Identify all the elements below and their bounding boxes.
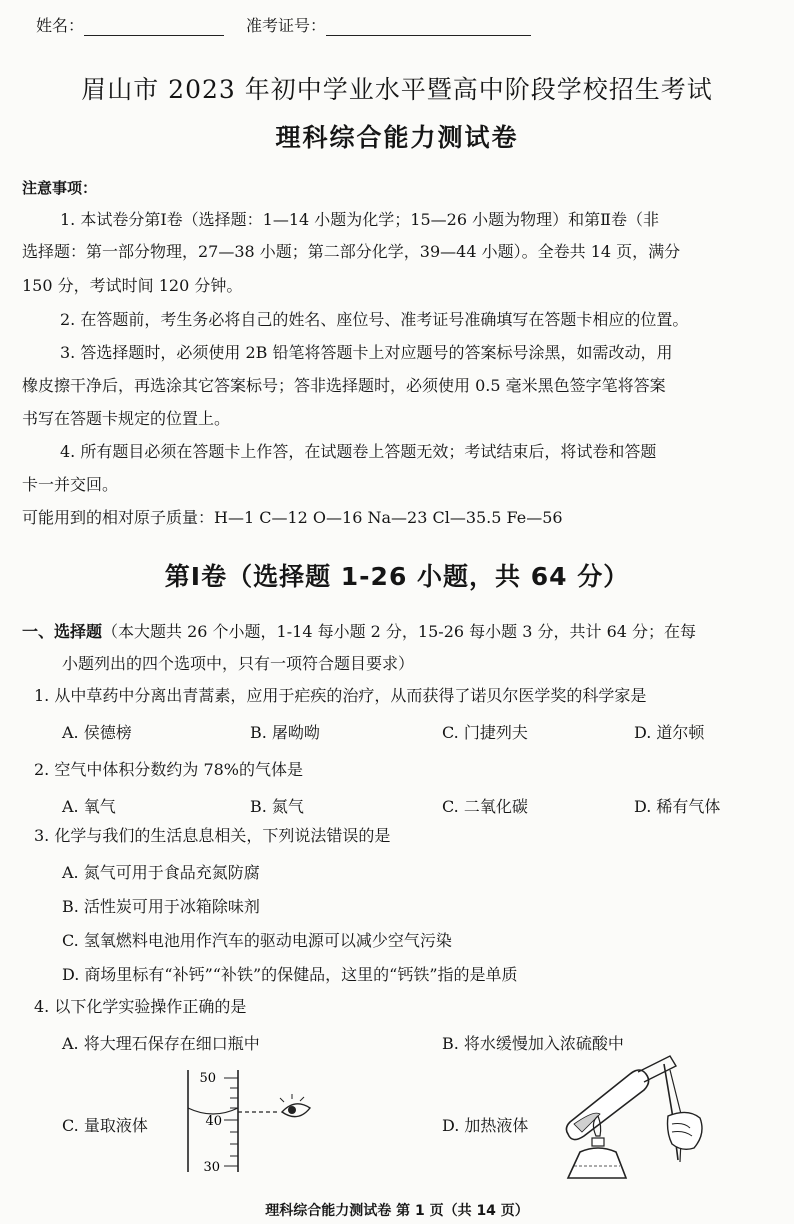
student-name-blank [84, 17, 224, 36]
q4-option-c: C. 量取液体 [62, 1116, 148, 1135]
q2-option-d: D. 稀有气体 [634, 797, 721, 816]
page-footer: 理科综合能力测试卷 第 1 页（共 14 页） [265, 1203, 529, 1219]
notes-heading: 注意事项： [22, 179, 98, 197]
q1-option-a: A. 侯德榜 [62, 723, 132, 742]
q4-option-b: B. 将水缓慢加入浓硫酸中 [442, 1034, 624, 1053]
exam-number-label: 准考证号： [246, 16, 531, 36]
q4-option-a: A. 将大理石保存在细口瓶中 [62, 1034, 260, 1053]
q1-option-b: B. 屠呦呦 [250, 723, 320, 742]
paper-title: 理科综合能力测试卷 [275, 123, 519, 152]
note-line: 2. 在答题前，考生务必将自己的姓名、座位号、准考证号准确填写在答题卡相应的位置。 [60, 310, 689, 329]
question-1-stem: 1. 从中草药中分离出青蒿素，应用于疟疾的治疗，从而获得了诺贝尔医学奖的科学家是 [34, 686, 647, 705]
exam-title: 眉山市 2023 年初中学业水平暨高中阶段学校招生考试 [81, 75, 713, 104]
q3-option-a: A. 氮气可用于食品充氮防腐 [62, 863, 260, 882]
exam-number-blank [326, 17, 531, 36]
q2-option-a: A. 氧气 [62, 797, 116, 816]
section-heading: 第Ⅰ卷（选择题 1-26 小题，共 64 分） [164, 562, 630, 591]
test-tube-icon [566, 1070, 648, 1140]
question-2-stem: 2. 空气中体积分数约为 78%的气体是 [34, 760, 304, 779]
q3-option-c: C. 氢氧燃料电池用作汽车的驱动电源可以减少空气污染 [62, 931, 452, 950]
graduated-cylinder-figure [180, 1068, 320, 1178]
atomic-mass-line: 可能用到的相对原子质量：H—1 C—12 O—16 Na—23 Cl—35.5 Fe—56 [22, 508, 563, 527]
note-line: 卡一并交回。 [22, 475, 119, 494]
note-line: 书写在答题卡规定的位置上。 [22, 409, 231, 428]
note-line: 1. 本试卷分第Ⅰ卷（选择题：1—14 小题为化学；15—26 小题为物理）和第Ⅱ卷（非 [60, 210, 659, 229]
part1-label: 一、选择题 [22, 622, 103, 641]
question-4-stem: 4. 以下化学实验操作正确的是 [34, 997, 247, 1016]
note-line: 150 分，考试时间 120 分钟。 [22, 276, 243, 295]
part1-description-cont: 小题列出的四个选项中，只有一项符合题目要求） [62, 654, 415, 673]
q2-option-c: C. 二氧化碳 [442, 797, 528, 816]
heating-liquid-figure [560, 1052, 710, 1184]
tick-label-40: 40 [205, 1114, 222, 1129]
note-line: 4. 所有题目必须在答题卡上作答，在试题卷上答题无效；考试结束后，将试卷和答题 [60, 442, 657, 461]
student-name-label: 姓名： [36, 16, 224, 36]
q2-option-b: B. 氮气 [250, 797, 304, 816]
note-line: 选择题：第一部分物理，27—38 小题；第二部分化学，39—44 小题）。全卷共 14 页，满分 [22, 242, 681, 261]
part1-description: 一、选择题（本大题共 26 个小题，1-14 每小题 2 分，15-26 每小题 3 分，共计 64 分；在每 [22, 622, 697, 641]
q1-option-c: C. 门捷列夫 [442, 723, 528, 742]
eye-icon [280, 1094, 310, 1117]
note-line: 3. 答选择题时，必须使用 2B 铅笔将答题卡上对应题号的答案标号涂黑，如需改动，用 [60, 343, 673, 362]
q1-option-d: D. 道尔顿 [634, 723, 705, 742]
q3-option-b: B. 活性炭可用于冰箱除味剂 [62, 897, 260, 916]
hand-icon [668, 1112, 703, 1149]
tick-label-30: 30 [203, 1160, 220, 1175]
question-3-stem: 3. 化学与我们的生活息息相关，下列说法错误的是 [34, 826, 391, 845]
tick-label-50: 50 [199, 1071, 216, 1086]
q3-option-d: D. 商场里标有“补钙”“补铁”的保健品，这里的“钙铁”指的是单质 [62, 965, 518, 984]
q4-option-d: D. 加热液体 [442, 1116, 529, 1135]
note-line: 橡皮擦干净后，再选涂其它答案标号；答非选择题时，必须使用 0.5 毫米黑色签字笔将答案 [22, 376, 666, 395]
